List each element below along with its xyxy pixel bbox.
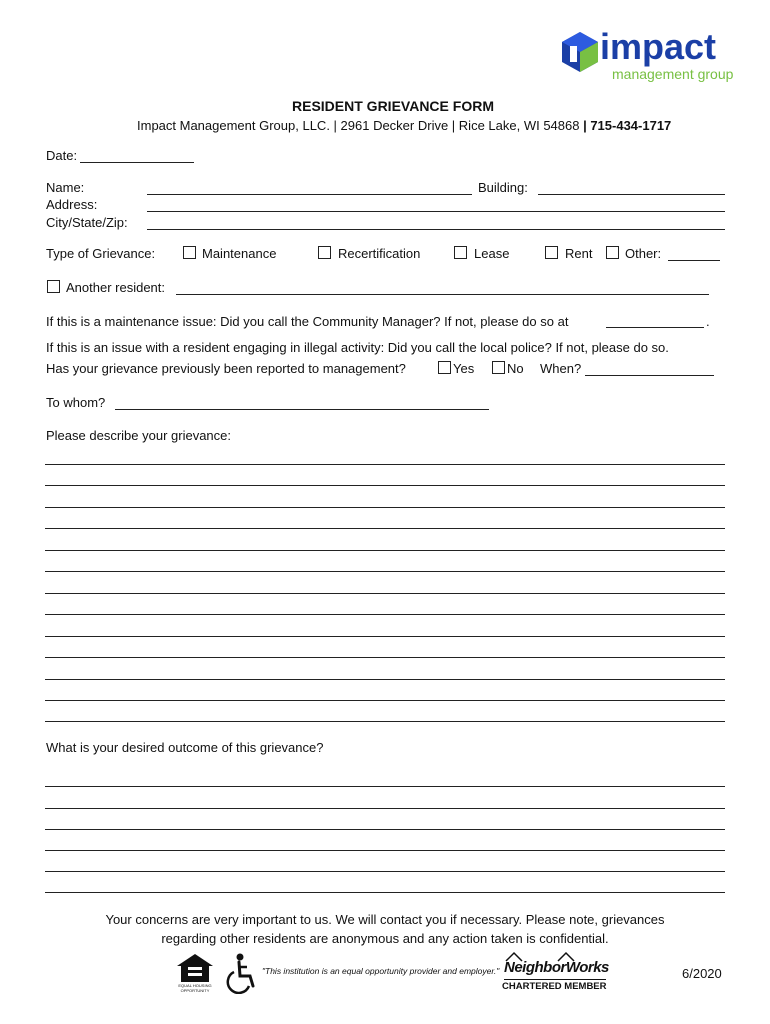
building-label: Building:: [478, 180, 528, 195]
accessibility-icon: [220, 952, 258, 994]
rent-checkbox[interactable]: [545, 246, 558, 259]
describe-line[interactable]: [45, 679, 725, 680]
maintenance-date-field[interactable]: [606, 327, 704, 328]
chartered-member-text: CHARTERED MEMBER: [502, 981, 607, 992]
describe-line[interactable]: [45, 657, 725, 658]
recertification-label: Recertification: [338, 246, 421, 261]
address-label: Address:: [46, 197, 98, 212]
maintenance-checkbox[interactable]: [183, 246, 196, 259]
footer-note-line2: regarding other residents are anonymous and any action taken is confidential.: [161, 931, 609, 946]
company-address: [137, 118, 671, 133]
describe-line[interactable]: [45, 571, 725, 572]
maintenance-label: Maintenance: [202, 246, 277, 261]
neighborworks-logo: [502, 950, 610, 994]
date-field[interactable]: [80, 162, 194, 163]
name-label: Name:: [46, 180, 85, 195]
describe-line[interactable]: [45, 636, 725, 637]
lease-checkbox[interactable]: [454, 246, 467, 259]
footer-note-line1: Your concerns are very important to us. We will contact you if necessary. Please note, grievances: [105, 912, 665, 927]
describe-line[interactable]: [45, 485, 725, 486]
describe-line[interactable]: [45, 700, 725, 701]
city-field[interactable]: [147, 229, 725, 230]
logo-cube-icon: [560, 30, 600, 74]
grievance-type-label: Type of Grievance:: [46, 246, 156, 261]
other-checkbox[interactable]: [606, 246, 619, 259]
address-field[interactable]: [147, 211, 725, 212]
logo-wordmark: impact: [600, 26, 717, 67]
outcome-line[interactable]: [45, 892, 725, 893]
yes-checkbox[interactable]: [438, 361, 451, 374]
lease-label: Lease: [474, 246, 510, 261]
building-field[interactable]: [538, 194, 725, 195]
maintenance-question-end: .: [706, 314, 710, 329]
describe-label: Please describe your grievance:: [46, 428, 231, 443]
no-label: No: [507, 361, 524, 376]
when-label: When?: [540, 361, 582, 376]
to-whom-label: To whom?: [46, 395, 106, 410]
outcome-line[interactable]: [45, 786, 725, 787]
describe-line[interactable]: [45, 721, 725, 722]
another-resident-label: Another resident:: [66, 280, 166, 295]
no-checkbox[interactable]: [492, 361, 505, 374]
another-resident-checkbox[interactable]: [47, 280, 60, 293]
neighborworks-wordmark: NeighborWorks: [504, 959, 609, 976]
describe-line[interactable]: [45, 507, 725, 508]
outcome-label: What is your desired outcome of this grievance?: [46, 740, 324, 755]
logo-tagline: management group: [612, 66, 734, 82]
illegal-activity-question: If this is an issue with a resident engaging in illegal activity: Did you call the local police? If not, please do so.: [46, 340, 669, 355]
outcome-line[interactable]: [45, 850, 725, 851]
outcome-line[interactable]: [45, 871, 725, 872]
name-field[interactable]: [147, 194, 472, 195]
neighborworks-divider: [504, 979, 606, 980]
equal-housing-icon: [173, 952, 217, 984]
yes-label: Yes: [453, 361, 475, 376]
describe-line[interactable]: [45, 550, 725, 551]
rent-label: Rent: [565, 246, 593, 261]
equal-housing-text: EQUAL HOUSING OPPORTUNITY: [178, 983, 212, 993]
date-label: Date:: [46, 148, 78, 163]
equal-housing-logo: [173, 952, 217, 994]
address-text: Impact Management Group, LLC. | 2961 Decker Drive | Rice Lake, WI 54868: [137, 118, 580, 133]
describe-line[interactable]: [45, 614, 725, 615]
phone-number: | 715-434-1717: [579, 118, 672, 133]
describe-line[interactable]: [45, 464, 725, 465]
outcome-line[interactable]: [45, 829, 725, 830]
maintenance-question: If this is a maintenance issue: Did you call the Community Manager? If not, please do so at: [46, 314, 569, 329]
to-whom-field[interactable]: [115, 409, 489, 410]
previously-reported-question: Has your grievance previously been reported to management?: [46, 361, 406, 376]
outcome-line[interactable]: [45, 808, 725, 809]
other-label: Other:: [625, 246, 662, 261]
revision-date: 6/2020: [682, 966, 722, 981]
other-field[interactable]: [668, 260, 720, 261]
describe-line[interactable]: [45, 528, 725, 529]
equal-opportunity-statement: "This institution is an equal opportunity provider and employer.": [262, 966, 500, 976]
form-title: RESIDENT GRIEVANCE FORM: [292, 98, 494, 114]
another-resident-field[interactable]: [176, 294, 709, 295]
company-logo: [560, 26, 734, 88]
city-label: City/State/Zip:: [46, 215, 128, 230]
when-field[interactable]: [585, 375, 714, 376]
recertification-checkbox[interactable]: [318, 246, 331, 259]
describe-line[interactable]: [45, 593, 725, 594]
